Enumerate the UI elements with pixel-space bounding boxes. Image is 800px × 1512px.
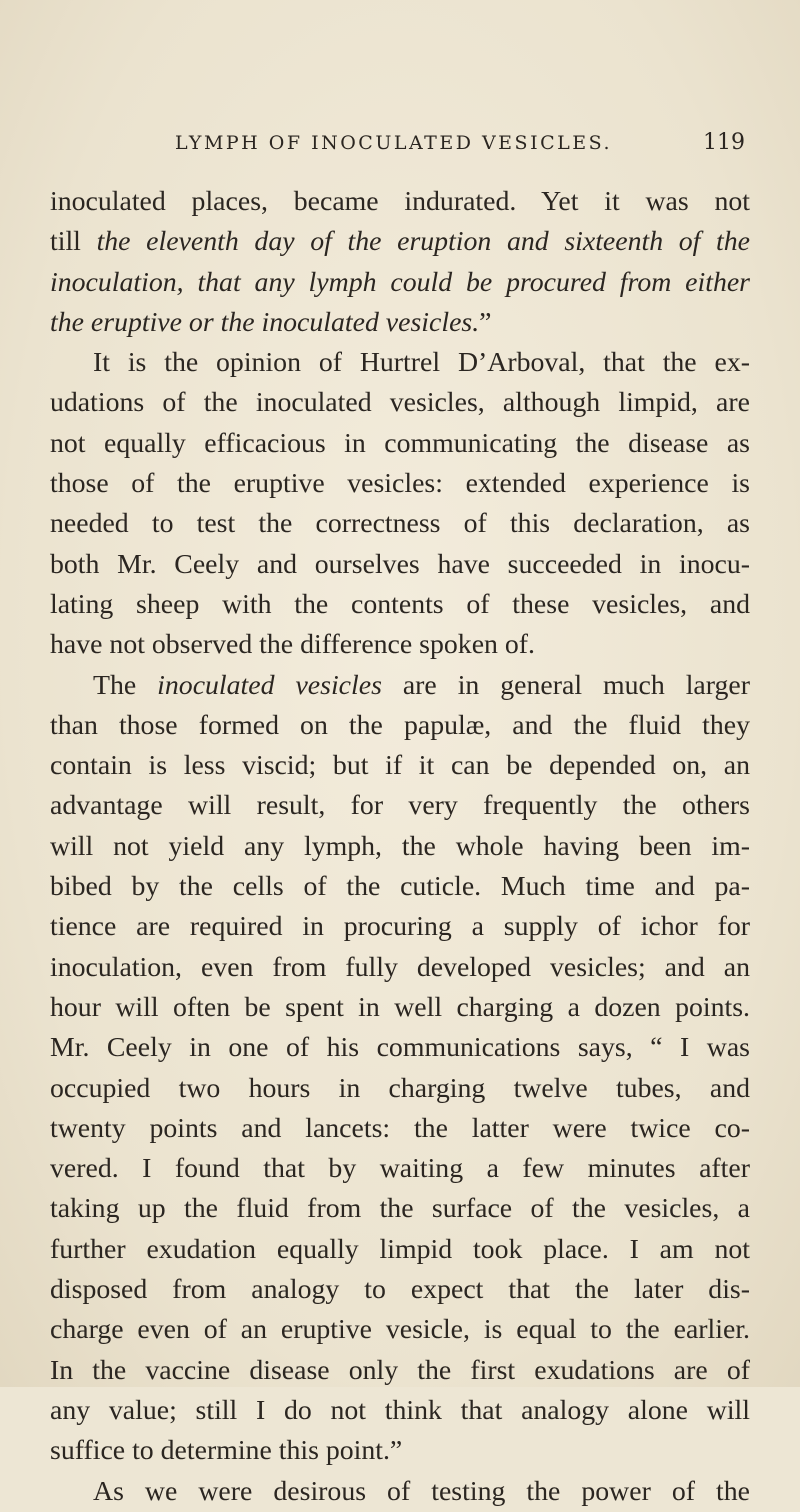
text-line bbox=[50, 948, 750, 988]
text-line bbox=[50, 545, 750, 585]
text-segment: ” bbox=[479, 306, 492, 338]
italic-text: the eruptive or the inoculated vesicles. bbox=[50, 306, 480, 338]
text-segment: udations of the inoculated vesicles, although limpid, are bbox=[50, 387, 750, 419]
text-line bbox=[50, 1230, 750, 1270]
text-segment: advantage will result, for very frequently the others bbox=[50, 790, 750, 822]
text-line bbox=[50, 1069, 750, 1109]
text-line bbox=[50, 1028, 750, 1068]
page-number: 119 bbox=[703, 130, 745, 155]
text-segment: suffice to determine this point.” bbox=[50, 1435, 403, 1467]
text-line bbox=[50, 222, 750, 262]
text-line bbox=[50, 706, 750, 746]
text-line bbox=[50, 383, 750, 423]
text-segment: not equally efficacious in communicating the disease as bbox=[50, 427, 750, 459]
text-line bbox=[50, 988, 750, 1028]
running-head: LYMPH OF INOCULATED VESICLES. bbox=[175, 132, 612, 154]
text-line bbox=[50, 1351, 750, 1391]
text-segment: As we were desirous of testing the power of the bbox=[93, 1475, 750, 1507]
text-line bbox=[50, 1472, 750, 1512]
text-segment: contain is less viscid; but if it can be depended on, an bbox=[50, 750, 750, 782]
text-segment: inoculated places, became indurated. Yet it was not bbox=[50, 186, 750, 217]
text-segment: taking up the fluid from the surface of the vesicles, a bbox=[50, 1193, 750, 1225]
text-line bbox=[50, 303, 750, 343]
text-line bbox=[50, 1189, 750, 1229]
text-segment: tience are required in procuring a supply of ichor for bbox=[50, 911, 750, 943]
text-line bbox=[50, 1431, 750, 1471]
text-line bbox=[50, 1270, 750, 1310]
text-line bbox=[50, 1310, 750, 1350]
text-line bbox=[50, 867, 750, 907]
text-line bbox=[50, 907, 750, 947]
text-line bbox=[50, 464, 750, 504]
text-line bbox=[50, 786, 750, 826]
italic-text: the eleventh day of the eruption and sixteenth of the bbox=[96, 226, 751, 258]
italic-text: inoculated vesicles bbox=[157, 669, 382, 701]
text-segment: are in general much larger bbox=[381, 669, 751, 701]
text-line bbox=[50, 746, 750, 786]
text-line bbox=[50, 827, 750, 867]
text-segment: than those formed on the papulæ, and the fluid they bbox=[50, 709, 750, 741]
text-segment: further exudation equally limpid took place. I am not bbox=[50, 1233, 750, 1265]
text-segment: It is the opinion of Hurtrel D’Arboval, that the ex- bbox=[93, 347, 750, 379]
text-segment: occupied two hours in charging twelve tubes, and bbox=[50, 1072, 750, 1104]
text-line bbox=[50, 1149, 750, 1189]
body-text bbox=[50, 182, 750, 1512]
text-line bbox=[50, 625, 750, 665]
text-segment: bibed by the cells of the cuticle. Much time and pa- bbox=[50, 871, 750, 903]
text-segment: The bbox=[93, 669, 158, 701]
text-segment: In the vaccine disease only the first exudations are of bbox=[50, 1354, 750, 1386]
text-line bbox=[50, 585, 750, 625]
text-segment: those of the eruptive vesicles: extended experience is bbox=[50, 468, 750, 500]
text-line bbox=[50, 263, 750, 303]
text-line bbox=[50, 666, 750, 706]
text-segment: charge even of an eruptive vesicle, is equal to the earlier. bbox=[50, 1314, 750, 1346]
text-segment: any value; still I do not think that analogy alone will bbox=[50, 1394, 750, 1426]
text-segment: hour will often be spent in well charging a dozen points. bbox=[50, 991, 750, 1023]
text-segment: till bbox=[50, 226, 97, 258]
text-segment: disposed from analogy to expect that the later dis- bbox=[50, 1274, 750, 1306]
text-segment: inoculation, even from fully developed vesicles; and an bbox=[50, 951, 750, 983]
text-line bbox=[50, 1109, 750, 1149]
text-line bbox=[50, 1391, 750, 1431]
text-line bbox=[50, 182, 750, 222]
text-segment: have not observed the difference spoken of. bbox=[50, 629, 535, 661]
italic-text: inoculation, that any lymph could be procured from either bbox=[50, 266, 750, 298]
text-line bbox=[50, 424, 750, 464]
text-segment: needed to test the correctness of this declaration, as bbox=[50, 508, 750, 540]
text-segment: twenty points and lancets: the latter were twice co- bbox=[50, 1112, 750, 1144]
text-line bbox=[50, 504, 750, 544]
text-segment: will not yield any lymph, the whole having been im- bbox=[50, 830, 750, 862]
text-segment: lating sheep with the contents of these vesicles, and bbox=[50, 588, 750, 620]
text-line bbox=[50, 343, 750, 383]
page-header bbox=[175, 130, 745, 155]
text-segment: vered. I found that by waiting a few minutes after bbox=[50, 1153, 750, 1185]
text-segment: both Mr. Ceely and ourselves have succeeded in inocu- bbox=[50, 548, 750, 580]
text-segment: Mr. Ceely in one of his communications says, “ I was bbox=[50, 1032, 750, 1064]
